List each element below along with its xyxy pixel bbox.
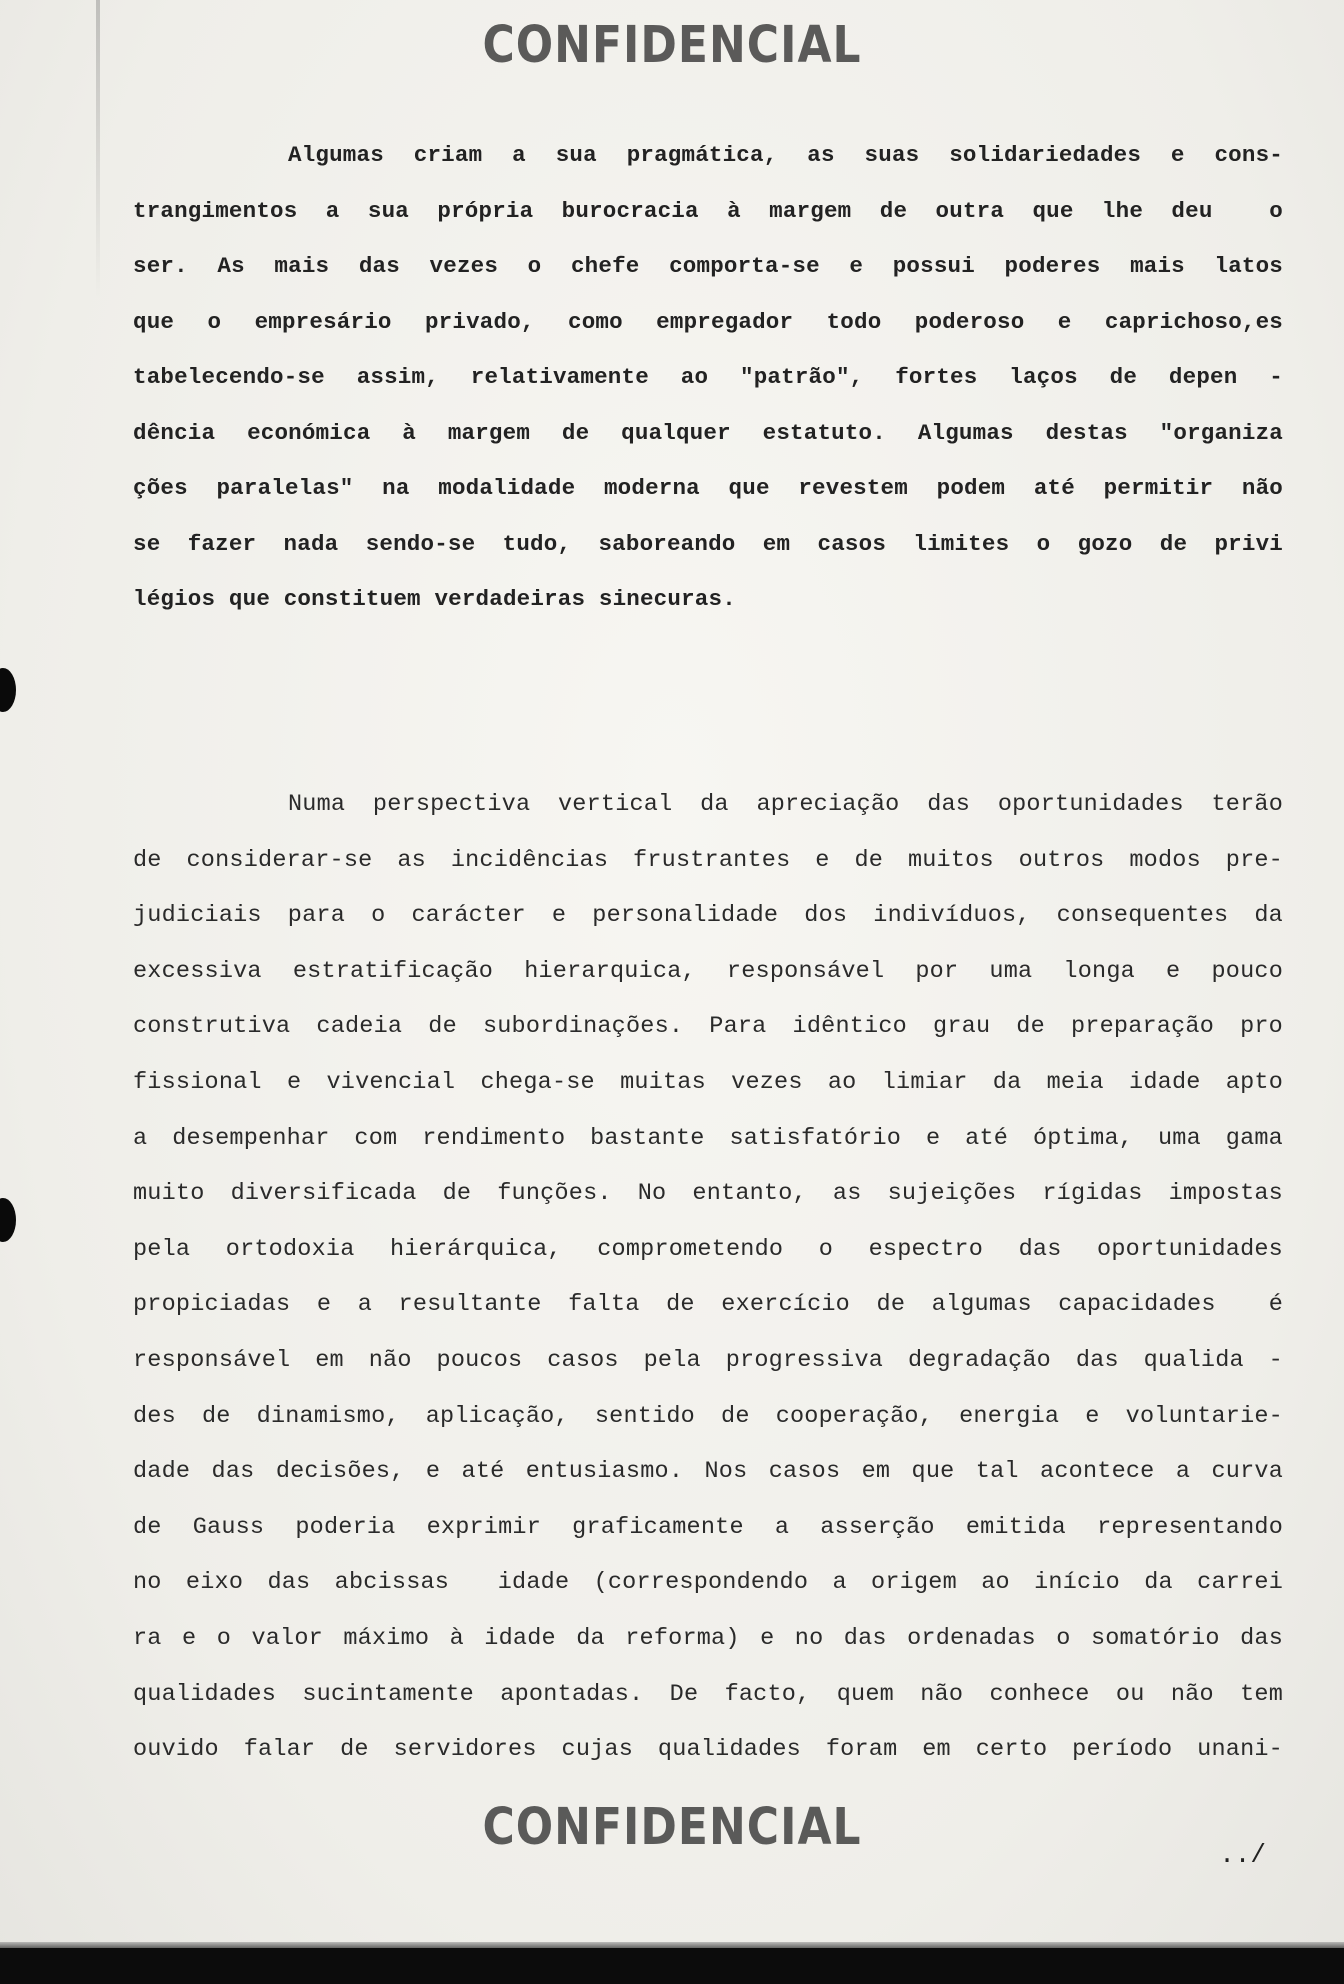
continuation-marker: ../ <box>1219 1840 1266 1870</box>
text-line: judiciais para o carácter e personalidade dos indivíduos, consequentes da <box>133 902 1283 930</box>
text-line: propiciadas e a resultante falta de exercício de algumas capacidades é <box>133 1291 1283 1319</box>
text-line: dade das decisões, e até entusiasmo. Nos casos em que tal acontece a curva <box>133 1458 1283 1486</box>
text-line: de considerar-se as incidências frustrantes e de muitos outros modos pre- <box>133 846 1283 874</box>
text-line: ouvido falar de servidores cujas qualidades foram em certo período unani- <box>133 1736 1283 1764</box>
text-line: ções paralelas" na modalidade moderna que revestem podem até permitir não <box>133 475 1283 501</box>
text-line: excessiva estratificação hierarquica, responsável por uma longa e pouco <box>133 957 1283 985</box>
text-line: tabelecendo-se assim, relativamente ao "patrão", fortes laços de depen - <box>133 364 1283 390</box>
text-line: que o empresário privado, como empregador todo poderoso e caprichoso,es <box>133 308 1283 335</box>
text-line: trangimentos a sua própria burocracia à margem de outra que lhe deu o <box>133 197 1283 224</box>
text-line: légios que constituem verdadeiras sinecuras. <box>133 586 736 612</box>
punch-hole <box>0 668 16 712</box>
text-line: muito diversificada de funções. No entanto, as sujeições rígidas impostas <box>133 1180 1283 1208</box>
text-line: fissional e vivencial chega-se muitas vezes ao limiar da meia idade apto <box>133 1068 1283 1096</box>
text-line: dência económica à margem de qualquer estatuto. Algumas destas "organiza <box>133 419 1283 446</box>
scan-bottom-border <box>0 1948 1344 1984</box>
text-line: se fazer nada sendo-se tudo, saboreando em casos limites o gozo de privi <box>133 530 1283 557</box>
text-line: Numa perspectiva vertical da apreciação das oportunidades terão <box>288 791 1283 818</box>
paragraph-1 <box>133 128 1283 628</box>
text-line: de Gauss poderia exprimir graficamente a asserção emitida representando <box>133 1513 1283 1541</box>
text-line: qualidades sucintamente apontadas. De facto, quem não conhece ou não tem <box>133 1680 1283 1708</box>
text-line: pela ortodoxia hierárquica, comprometendo o espectro das oportunidades <box>133 1235 1283 1263</box>
confidential-stamp-bottom: CONFIDENCIAL <box>482 1798 862 1857</box>
text-line: ser. As mais das vezes o chefe comporta-se e possui poderes mais latos <box>133 253 1283 279</box>
text-line: Algumas criam a sua pragmática, as suas solidariedades e cons- <box>288 142 1283 168</box>
text-line: construtiva cadeia de subordinações. Para idêntico grau de preparação pro <box>133 1013 1283 1041</box>
text-line: responsável em não poucos casos pela progressiva degradação das qualida - <box>133 1346 1283 1374</box>
text-line: des de dinamismo, aplicação, sentido de cooperação, energia e voluntarie- <box>133 1402 1283 1430</box>
paragraph-2 <box>133 777 1283 1778</box>
text-line: no eixo das abcissas idade (correspondendo a origem ao início da carrei <box>133 1569 1283 1597</box>
confidential-stamp-top: CONFIDENCIAL <box>482 16 862 75</box>
text-line: a desempenhar com rendimento bastante satisfatório e até óptima, uma gama <box>133 1124 1283 1152</box>
text-line: ra e o valor máximo à idade da reforma) e no das ordenadas o somatório das <box>133 1624 1283 1652</box>
punch-hole <box>0 1198 16 1242</box>
